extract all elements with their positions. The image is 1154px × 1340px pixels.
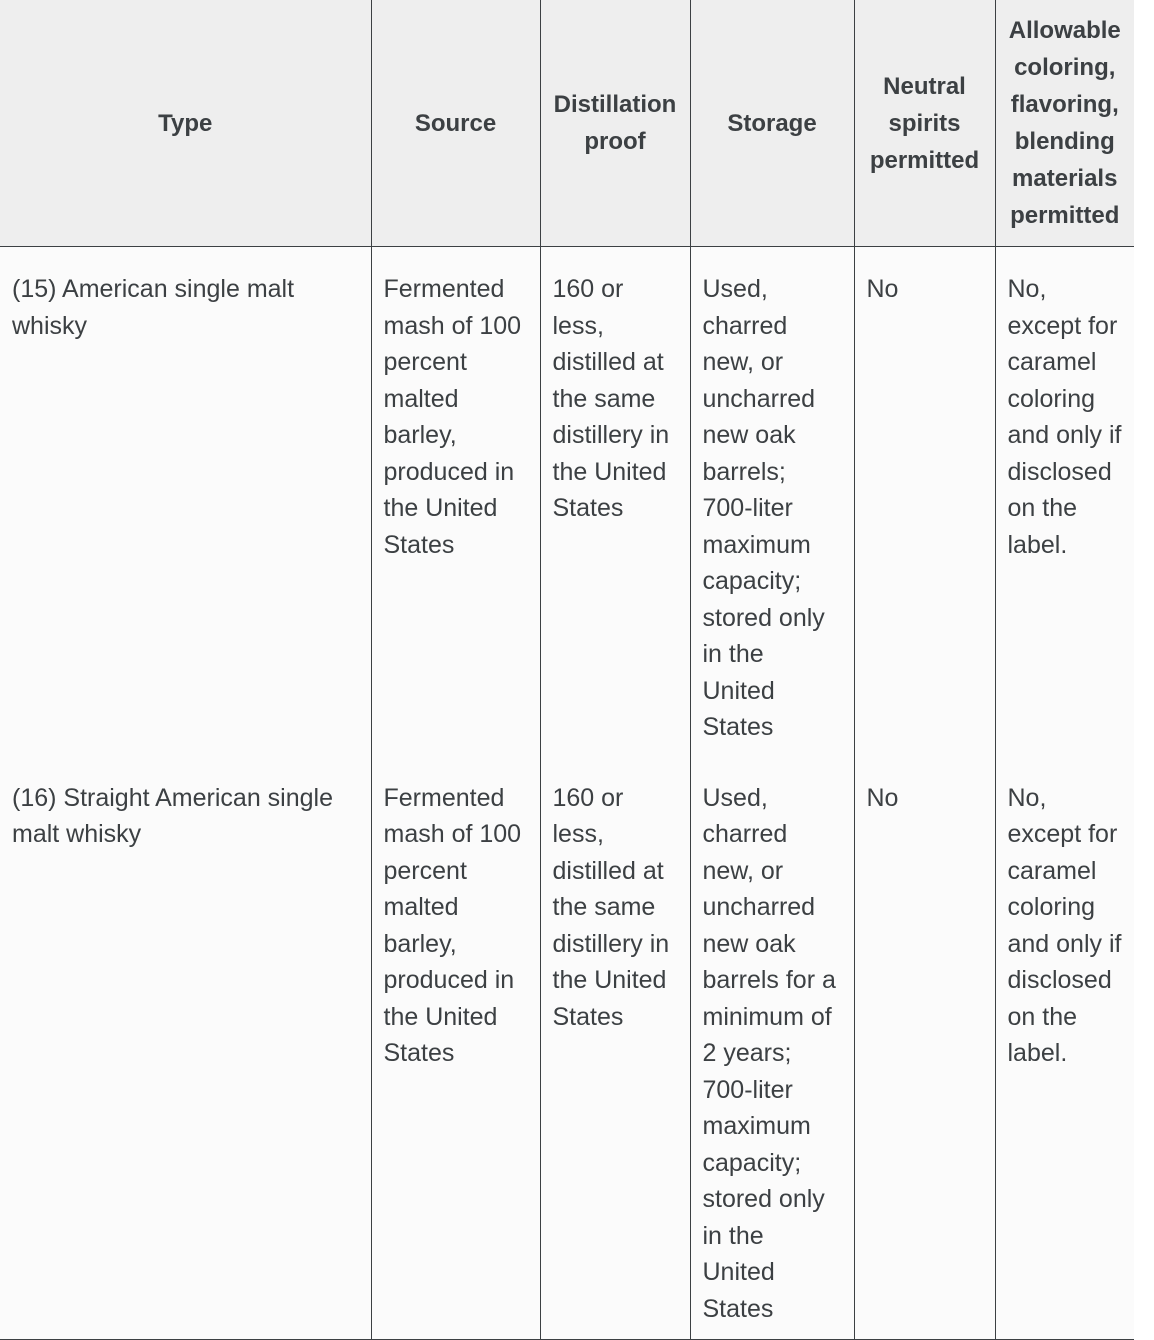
cell-neutral-spirits: No — [854, 756, 995, 1340]
cell-allowable-materials: No, except for caramel coloring and only if disclosed on the label. — [995, 247, 1134, 756]
cell-storage: Used, charred new, or uncharred new oak barrels for a minimum of 2 years; 700-liter maximum capacity; stored only in the United States — [690, 756, 854, 1340]
cell-source: Fermented mash of 100 percent malted barley, produced in the United States — [371, 756, 540, 1340]
header-source: Source — [371, 0, 540, 247]
header-neutral-spirits: Neutral spirits permitted — [854, 0, 995, 247]
cell-type: (15) American single malt whisky — [0, 247, 371, 756]
cell-type: (16) Straight American single malt whisky — [0, 756, 371, 1340]
table-body — [0, 247, 1134, 1340]
cell-neutral-spirits: No — [854, 247, 995, 756]
table-row — [0, 756, 1134, 1340]
cell-allowable-materials: No, except for caramel coloring and only if disclosed on the label. — [995, 756, 1134, 1340]
cell-distillation-proof: 160 or less, distilled at the same distillery in the United States — [540, 247, 690, 756]
page-margin — [1134, 0, 1154, 1331]
cell-source: Fermented mash of 100 percent malted barley, produced in the United States — [371, 247, 540, 756]
cell-distillation-proof: 160 or less, distilled at the same distillery in the United States — [540, 756, 690, 1340]
cell-storage: Used, charred new, or uncharred new oak barrels; 700-liter maximum capacity; stored only in the United States — [690, 247, 854, 756]
table-header — [0, 0, 1134, 247]
header-allowable-materials: Allowable coloring, flavoring, blending materials permitted — [995, 0, 1134, 247]
table-row — [0, 247, 1134, 756]
header-storage: Storage — [690, 0, 854, 247]
header-type: Type — [0, 0, 371, 247]
header-distillation-proof: Distillation proof — [540, 0, 690, 247]
header-row — [0, 0, 1134, 247]
